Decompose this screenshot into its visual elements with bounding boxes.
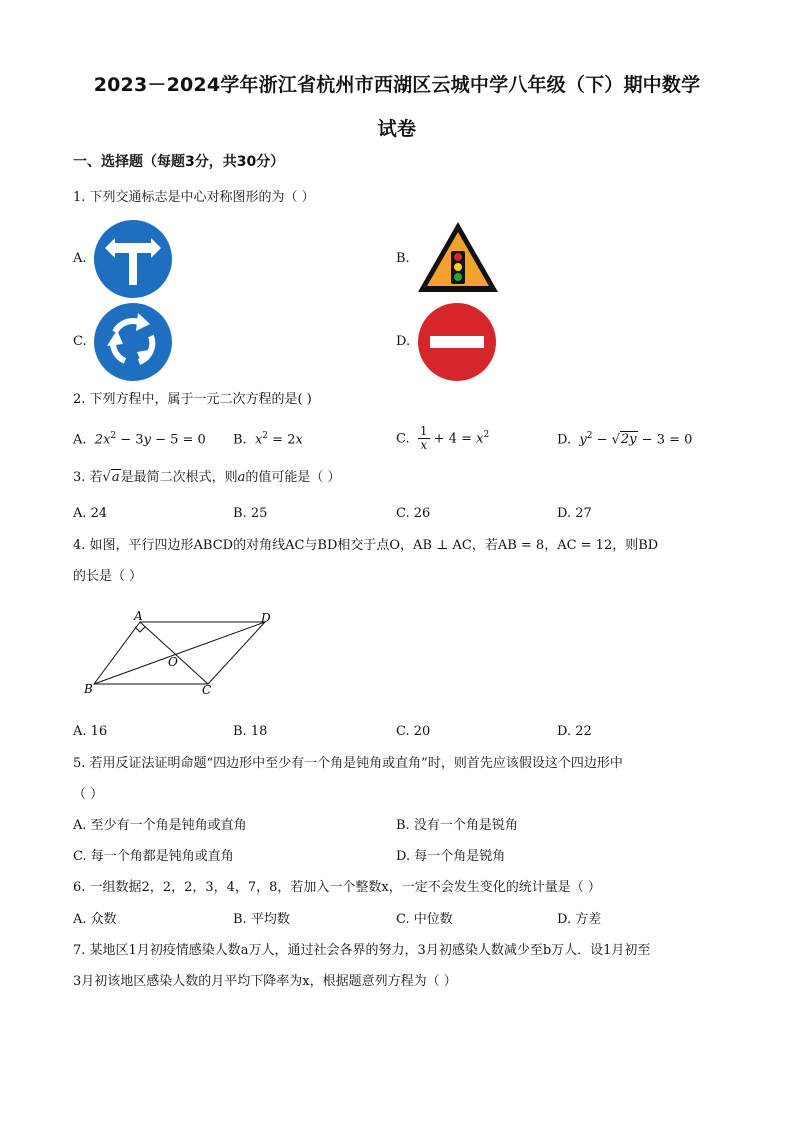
q2-option-d: D. $y^2 - √2y - 3 = 0$ [557,431,693,448]
q2-label-b: B. [233,432,247,448]
q6-stem: 6. 一组数据2，2，2，3，4，7，8，若加入一个整数x，一定不会发生变化的统计量是（ ） [73,880,601,895]
q4-option-a: A. 16 [73,724,108,739]
q5-option-c: C. 每一个角都是钝角或直角 [73,849,234,864]
q4-option-b: B. 18 [233,724,268,739]
q5-option-d: D. 每一个角是锐角 [396,849,506,864]
q2-label-a: A. [73,432,87,448]
q4-stem-line2: 的长是（ ） [73,569,143,584]
exam-title-line2: 试卷 [377,118,417,140]
q4-option-c: C. 20 [396,724,431,739]
no-entry-sign-icon [417,302,497,382]
exam-title-line1: 2023－2024学年浙江省杭州市西湖区云城中学八年级（下）期中数学 [93,74,701,96]
q1-label-a: A. [73,251,87,266]
q4-stem-line1: 4. 如图，平行四边形ABCD的对角线AC与BD相交于点O，AB ⊥ AC，若AB = 8，AC = 12，则BD [73,538,659,553]
point-label-o: O [168,655,178,669]
parallelogram-figure [80,608,280,700]
q3-option-c: C. 26 [396,506,431,521]
point-label-b: B [84,682,93,696]
q3-option-a: A. 24 [73,506,108,521]
q6-option-a: A. 众数 [73,912,117,927]
q2-label-d: D. [557,432,572,448]
traffic-light-warning-icon [416,220,500,294]
roundabout-sign-icon [93,302,173,382]
q4-option-d: D. 22 [557,724,592,739]
q2-option-a: A. $2x^2 - 3y - 5 = 0$ [73,431,206,448]
q3-stem: 3. 若√a是最简二次根式，则a的值可能是（ ） [73,470,341,485]
q5-option-b: B. 没有一个角是锐角 [396,818,518,833]
point-label-c: C [202,683,212,697]
q5-stem-line1: 5. 若用反证法证明命题“四边形中至少有一个角是钝角或直角”时，则首先应该假设这个四边形中 [73,756,623,771]
point-label-a: A [134,609,143,623]
q6-option-b: B. 平均数 [233,912,290,927]
q2-option-b: B. $x^2 = 2x$ [233,431,303,448]
q3-option-d: D. 27 [557,506,592,521]
q7-stem-line2: 3月初该地区感染人数的月平均下降率为x，根据题意列方程为（ ） [73,974,457,989]
q2-label-c: C. [396,431,410,447]
point-label-d: D [261,611,271,625]
q1-label-d: D. [396,334,411,349]
section-heading: 一、选择题（每题3分，共30分） [73,154,285,170]
q6-option-d: D. 方差 [557,912,602,927]
q1-stem: 1. 下列交通标志是中心对称图形的为（ ） [73,190,315,205]
q1-label-b: B. [396,251,410,266]
q5-option-a: A. 至少有一个角是钝角或直角 [73,818,247,833]
q2-stem: 2. 下列方程中，属于一元二次方程的是( ) [73,392,312,407]
q2-option-c: C. $\frac{1}{x}$ + $4 = x^2$ [396,424,490,453]
q1-label-c: C. [73,334,87,349]
q7-stem-line1: 7. 某地区1月初疫情感染人数a万人，通过社会各界的努力，3月初感染人数减少至b万人．设1月初至 [73,943,651,958]
q6-option-c: C. 中位数 [396,912,453,927]
fork-arrows-sign-icon [93,219,173,299]
q3-option-b: B. 25 [233,506,268,521]
q5-stem-line2: （ ） [73,787,104,802]
